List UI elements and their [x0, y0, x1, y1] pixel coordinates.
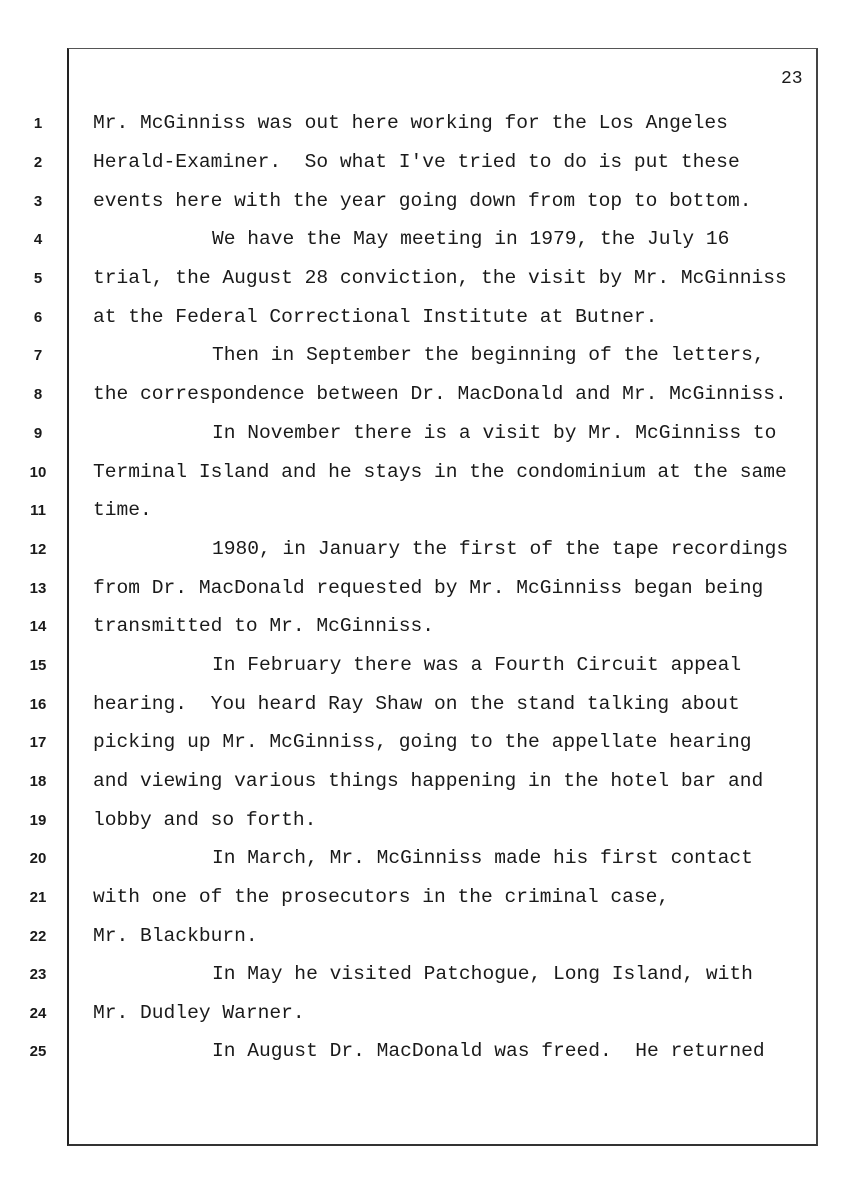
line-number: 25 [29, 1043, 47, 1060]
transcript-line: Herald-Examiner. So what I've tried to do is put these [93, 151, 740, 173]
line-number: 24 [29, 1005, 47, 1022]
line-number: 17 [29, 734, 47, 751]
transcript-line: time. [93, 499, 152, 521]
transcript-line: events here with the year going down from top to bottom. [93, 190, 752, 212]
line-number: 14 [29, 618, 47, 635]
line-number: 15 [29, 657, 47, 674]
transcript-line: We have the May meeting in 1979, the July 16 [212, 228, 730, 250]
line-number: 9 [33, 425, 43, 442]
transcript-line: 1980, in January the first of the tape recordings [212, 538, 789, 560]
line-number: 13 [29, 580, 47, 597]
line-number: 18 [29, 773, 47, 790]
line-number: 22 [29, 928, 47, 945]
line-number: 6 [33, 309, 43, 326]
transcript-line: from Dr. MacDonald requested by Mr. McGinniss began being [93, 577, 764, 599]
line-number: 10 [29, 464, 47, 481]
transcript-line: In May he visited Patchogue, Long Island, with [212, 963, 753, 985]
transcript-line: the correspondence between Dr. MacDonald and Mr. McGinniss. [93, 383, 787, 405]
line-number: 23 [29, 966, 47, 983]
line-number: 5 [33, 270, 43, 287]
transcript-line: picking up Mr. McGinniss, going to the appellate hearing [93, 731, 752, 753]
page-number: 23 [781, 69, 803, 89]
transcript-line: In March, Mr. McGinniss made his first contact [212, 847, 753, 869]
transcript-line: at the Federal Correctional Institute at Butner. [93, 306, 658, 328]
line-number: 11 [30, 502, 46, 519]
transcript-line: In August Dr. MacDonald was freed. He returned [212, 1040, 765, 1062]
transcript-line: Mr. Blackburn. [93, 925, 258, 947]
transcript-line: In February there was a Fourth Circuit appeal [212, 654, 742, 676]
line-number: 8 [33, 386, 43, 403]
transcript-line: hearing. You heard Ray Shaw on the stand talking about [93, 693, 740, 715]
line-number: 2 [33, 154, 43, 171]
line-number: 16 [29, 696, 47, 713]
transcript-line: with one of the prosecutors in the criminal case, [93, 886, 670, 908]
transcript-line: trial, the August 28 conviction, the visit by Mr. McGinniss [93, 267, 787, 289]
transcript-line: and viewing various things happening in the hotel bar and [93, 770, 764, 792]
line-number: 1 [33, 115, 43, 132]
line-number: 7 [33, 347, 43, 364]
transcript-line: Then in September the beginning of the letters, [212, 344, 765, 366]
transcript-line: In November there is a visit by Mr. McGinniss to [212, 422, 777, 444]
line-number: 21 [29, 889, 47, 906]
line-number: 20 [29, 850, 47, 867]
transcript-line: Mr. McGinniss was out here working for the Los Angeles [93, 112, 728, 134]
line-number: 19 [29, 812, 47, 829]
transcript-line: transmitted to Mr. McGinniss. [93, 615, 434, 637]
line-number: 3 [33, 193, 43, 210]
line-number: 12 [29, 541, 47, 558]
line-number: 4 [33, 231, 43, 248]
transcript-line: Terminal Island and he stays in the condominium at the same [93, 461, 787, 483]
transcript-line: lobby and so forth. [93, 809, 317, 831]
transcript-line: Mr. Dudley Warner. [93, 1002, 305, 1024]
